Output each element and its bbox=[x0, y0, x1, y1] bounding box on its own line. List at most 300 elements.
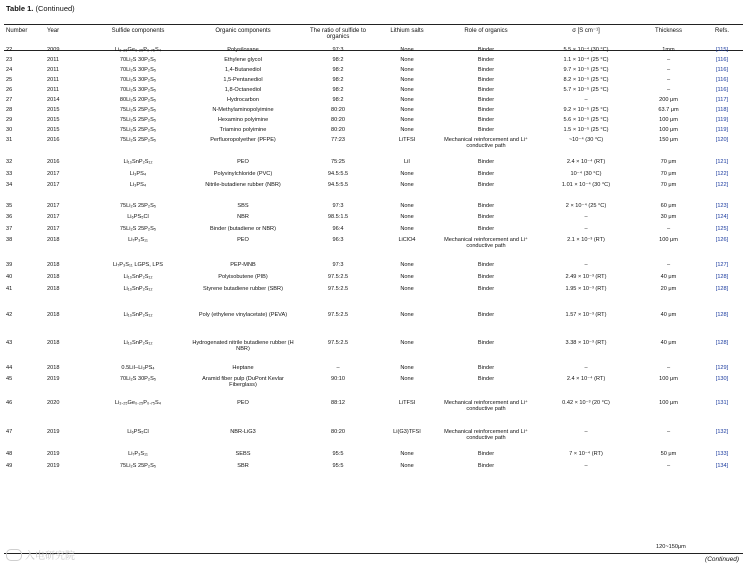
cell-sigma: – bbox=[584, 97, 588, 103]
cell-year: 2009 bbox=[47, 47, 60, 53]
cell-organic: Hydrogenated nitrile butadiene rubber (H NBR) bbox=[192, 340, 294, 353]
cell-salt: None bbox=[400, 463, 414, 469]
cell-thickness: 100 μm bbox=[659, 376, 678, 382]
cell-thickness: 70 μm bbox=[660, 159, 677, 165]
header-ratio: The ratio of sulfide to organics bbox=[309, 28, 367, 41]
cell-role: Binder bbox=[477, 97, 495, 103]
cell-ref: [119] bbox=[715, 117, 729, 123]
cell-number: 33 bbox=[6, 171, 13, 177]
cell-role: Binder bbox=[477, 107, 495, 113]
cell-number: 47 bbox=[6, 429, 13, 435]
cell-thickness: – bbox=[666, 365, 671, 371]
cell-thickness: 40 μm bbox=[660, 312, 677, 318]
cell-organic: SBR bbox=[237, 463, 249, 469]
cell-number: 32 bbox=[6, 159, 13, 165]
table-row bbox=[4, 226, 743, 237]
cell-number: 41 bbox=[6, 286, 13, 292]
cell-year: 2019 bbox=[47, 376, 60, 382]
cell-sigma: 1.57 × 10⁻³ (RT) bbox=[565, 312, 607, 318]
cell-salt: None bbox=[400, 274, 414, 280]
cell-ref: [124] bbox=[715, 214, 729, 220]
table-row bbox=[4, 97, 743, 107]
cell-role: Binder bbox=[477, 159, 495, 165]
cell-sigma: 1.01 × 10⁻⁴ (30 °C) bbox=[561, 182, 611, 188]
cell-number: 26 bbox=[6, 87, 13, 93]
cell-sulfide: Li₇P₃S₁₁ bbox=[128, 451, 148, 457]
cell-sigma: 2.49 × 10⁻³ (RT) bbox=[565, 274, 607, 280]
cell-thickness: 100 μm bbox=[659, 127, 678, 133]
cell-salt: LiTFSI bbox=[398, 400, 416, 406]
cell-organic: Binder (butadiene or NBR) bbox=[210, 226, 276, 232]
table-row bbox=[4, 182, 743, 203]
cell-salt: None bbox=[400, 67, 414, 73]
cell-organic: Poly (ethylene vinylacetate) (PEVA) bbox=[198, 312, 288, 318]
cell-ratio: 94.5:5.5 bbox=[327, 182, 349, 188]
cell-role: Binder bbox=[477, 171, 495, 177]
cell-number: 37 bbox=[6, 226, 13, 232]
cell-year: 2018 bbox=[47, 274, 60, 280]
cell-organic: Hydrocarbon bbox=[226, 97, 260, 103]
cell-sigma: 2.1 × 10⁻³ (RT) bbox=[567, 237, 605, 243]
cell-thickness: 70 μm bbox=[660, 171, 677, 177]
cell-sigma: – bbox=[584, 365, 588, 371]
cell-thickness: 150 μm bbox=[659, 137, 678, 143]
cell-sulfide: 75Li₂S 25P₂S₅ bbox=[119, 117, 157, 123]
cell-year: 2011 bbox=[47, 57, 60, 63]
cell-sulfide: 70Li₂S 30P₂S₅ bbox=[119, 57, 157, 63]
cell-ratio: – bbox=[336, 365, 340, 371]
cell-sulfide: Li₁₀SnP₂S₁₂ bbox=[123, 274, 153, 280]
cell-salt: None bbox=[400, 107, 414, 113]
cell-organic: SEBS bbox=[235, 451, 251, 457]
data-table bbox=[4, 25, 743, 473]
cell-organic: Polysiloxane bbox=[227, 47, 259, 53]
table-row bbox=[4, 137, 743, 159]
cell-salt: LiTFSI bbox=[398, 137, 416, 143]
table-row bbox=[4, 451, 743, 463]
cell-role: Mechanical reinforcement and Li⁺ conductive path bbox=[444, 429, 528, 442]
cell-ref: [128] bbox=[715, 340, 729, 346]
cell-ref: [129] bbox=[715, 365, 729, 371]
cell-ref: [128] bbox=[715, 312, 729, 318]
cell-role: Binder bbox=[477, 57, 495, 63]
cell-sigma: – bbox=[584, 463, 588, 469]
cell-thickness: 40 μm bbox=[660, 274, 677, 280]
cell-number: 40 bbox=[6, 274, 13, 280]
cell-role: Binder bbox=[477, 340, 495, 346]
cell-year: 2018 bbox=[47, 237, 60, 243]
cell-ref: [116] bbox=[715, 67, 729, 73]
table-row bbox=[4, 159, 743, 171]
cell-ratio: 95:5 bbox=[332, 463, 344, 469]
cell-salt: None bbox=[400, 117, 414, 123]
cell-salt: None bbox=[400, 97, 414, 103]
cell-ratio: 90:10 bbox=[331, 376, 345, 382]
cell-sulfide: Li₃.₂₅Ge₀.₂₅P₀.₇₅S₄ bbox=[114, 47, 162, 53]
cell-role: Binder bbox=[477, 286, 495, 292]
cell-salt: None bbox=[400, 226, 414, 232]
cell-organic: PEO bbox=[237, 159, 249, 165]
cell-ratio: 98:2 bbox=[332, 87, 344, 93]
cell-role: Binder bbox=[477, 117, 495, 123]
cell-year: 2017 bbox=[47, 171, 60, 177]
cell-thickness: – bbox=[666, 262, 671, 268]
cell-number: 27 bbox=[6, 97, 13, 103]
cell-organic: 1,5-Pentanediol bbox=[223, 77, 263, 83]
cell-organic: NBR-LiG3 bbox=[230, 429, 256, 435]
cell-salt: None bbox=[400, 262, 414, 268]
cell-sigma: – bbox=[584, 214, 588, 220]
cell-role: Mechanical reinforcement and Li⁺ conductive path bbox=[444, 237, 528, 250]
cell-sigma: – bbox=[584, 226, 588, 232]
cell-thickness: 60 μm bbox=[660, 203, 677, 209]
cell-number: 29 bbox=[6, 117, 13, 123]
cell-ref: [120] bbox=[715, 137, 729, 143]
cell-organic: Perfluoropolyether (PFPE) bbox=[210, 137, 276, 143]
cell-sulfide: 70Li₂S 30P₂S₅ bbox=[119, 77, 157, 83]
header-refs: Refs. bbox=[714, 28, 729, 34]
table-caption-suffix: (Continued) bbox=[35, 4, 75, 13]
cell-organic: N-Methylaminopolyimine bbox=[212, 107, 274, 113]
cell-ratio: 98:2 bbox=[332, 97, 344, 103]
cell-number: 30 bbox=[6, 127, 13, 133]
cell-ratio: 98:2 bbox=[332, 67, 344, 73]
cell-role: Binder bbox=[477, 365, 495, 371]
cell-role: Binder bbox=[477, 47, 495, 53]
header-sulfide: Sulfide components bbox=[111, 28, 165, 34]
cell-thickness: 40 μm bbox=[660, 340, 677, 346]
cell-sulfide: Li₃.₂₅Ge₀.₂₅P₀.₇₅S₄ bbox=[114, 400, 162, 406]
cell-salt: None bbox=[400, 312, 414, 318]
cell-year: 2016 bbox=[47, 159, 60, 165]
header-year: Year bbox=[47, 28, 60, 34]
header-role: Role of organics bbox=[464, 28, 508, 34]
cell-role: Binder bbox=[477, 67, 495, 73]
cell-sulfide: 70Li₂S 30P₂S₅ bbox=[119, 87, 157, 93]
cell-ref: [115] bbox=[715, 47, 729, 53]
table-row bbox=[4, 47, 743, 57]
cell-sigma: ~10⁻⁴ (30 °C) bbox=[568, 137, 604, 143]
header-organic: Organic components bbox=[215, 28, 271, 34]
cell-sulfide: Li₁₀SnP₂S₁₂ bbox=[123, 312, 153, 318]
watermark-text: 入电研究院 bbox=[25, 551, 75, 562]
cell-sulfide: 75Li₂S 25P₂S₅ bbox=[119, 203, 157, 209]
table-row bbox=[4, 77, 743, 87]
cell-year: 2018 bbox=[47, 262, 60, 268]
cell-year: 2018 bbox=[47, 312, 60, 318]
watermark bbox=[6, 547, 75, 562]
cell-ref: [118] bbox=[715, 107, 729, 113]
cell-number: 39 bbox=[6, 262, 13, 268]
cell-organic: Aramid fiber pulp (DuPont Kevlar Fiberglass) bbox=[202, 376, 284, 389]
cell-year: 2019 bbox=[47, 451, 60, 457]
cell-salt: None bbox=[400, 365, 414, 371]
cell-role: Binder bbox=[477, 182, 495, 188]
cell-organic: 1,8-Octanediol bbox=[224, 87, 262, 93]
cell-sulfide: Li₁₀SnP₂S₁₂ bbox=[123, 340, 153, 346]
cell-organic: SBS bbox=[237, 203, 249, 209]
cell-year: 2011 bbox=[47, 77, 60, 83]
cell-sigma: – bbox=[584, 262, 588, 268]
cell-year: 2019 bbox=[47, 429, 60, 435]
cell-ratio: 98.5:1.5 bbox=[327, 214, 349, 220]
cell-ratio: 97.5:2.5 bbox=[327, 286, 349, 292]
cell-ref: [117] bbox=[715, 97, 729, 103]
cell-sigma: 2 × 10⁻⁴ (25 °C) bbox=[565, 203, 607, 209]
cell-ratio: 97.5:2.5 bbox=[327, 340, 349, 346]
cell-organic: Hexamino polyimine bbox=[217, 117, 269, 123]
cell-salt: None bbox=[400, 214, 414, 220]
cell-ref: [127] bbox=[715, 262, 729, 268]
cell-organic: PEP-MNB bbox=[230, 262, 256, 268]
cell-organic: Heptane bbox=[232, 365, 254, 371]
cell-ref: [122] bbox=[715, 171, 729, 177]
cell-salt: None bbox=[400, 127, 414, 133]
cell-ref: [128] bbox=[715, 274, 729, 280]
cell-number: 43 bbox=[6, 340, 13, 346]
cell-thickness: 100 μm bbox=[659, 117, 678, 123]
cell-salt: LiI bbox=[404, 159, 410, 165]
cell-sigma: 9.2 × 10⁻⁵ (25 °C) bbox=[563, 107, 609, 113]
cell-thickness: 70 μm bbox=[660, 182, 677, 188]
cell-role: Mechanical reinforcement and Li⁺ conductive path bbox=[444, 400, 528, 413]
cell-role: Binder bbox=[477, 274, 495, 280]
cell-sulfide: Li₇P₃S₁₁ LGPS, LPS bbox=[113, 262, 163, 268]
cell-ratio: 98:2 bbox=[332, 77, 344, 83]
cell-ref: [128] bbox=[715, 286, 729, 292]
table-header-row bbox=[4, 25, 743, 47]
cell-number: 23 bbox=[6, 57, 13, 63]
cell-sigma: 1.95 × 10⁻³ (RT) bbox=[565, 286, 607, 292]
bottom-rule bbox=[4, 553, 743, 554]
cell-sulfide: 70Li₂S 30P₂S₅ bbox=[119, 376, 157, 382]
cell-ratio: 97.5:2.5 bbox=[327, 312, 349, 318]
cell-number: 22 bbox=[6, 47, 13, 53]
cell-role: Binder bbox=[477, 312, 495, 318]
cell-ref: [125] bbox=[715, 226, 729, 232]
cell-ratio: 80:20 bbox=[331, 117, 345, 123]
table-row bbox=[4, 365, 743, 376]
cell-year: 2018 bbox=[47, 286, 60, 292]
table-row bbox=[4, 274, 743, 286]
cell-year: 2017 bbox=[47, 182, 60, 188]
cell-ref: [133] bbox=[715, 451, 729, 457]
cell-number: 25 bbox=[6, 77, 13, 83]
cell-organic: Ethylene glycol bbox=[224, 57, 262, 63]
cell-sulfide: 75Li₂S 25P₂S₅ bbox=[119, 463, 157, 469]
cell-sulfide: Li₃PS₄ bbox=[129, 182, 147, 188]
table-row bbox=[4, 107, 743, 117]
cell-ref: [119] bbox=[715, 127, 729, 133]
cell-number: 24 bbox=[6, 67, 13, 73]
cell-sigma: 5.5 × 10⁻⁴ (30 °C) bbox=[563, 47, 609, 53]
cell-thickness: – bbox=[666, 67, 671, 73]
cell-ratio: 80:20 bbox=[331, 107, 345, 113]
cell-ref: [132] bbox=[715, 429, 729, 435]
cell-sulfide: 70Li₂S 30P₂S₅ bbox=[119, 67, 157, 73]
cell-year: 2014 bbox=[47, 97, 60, 103]
cell-ratio: 98:2 bbox=[332, 57, 344, 63]
cell-ratio: 80:20 bbox=[331, 429, 345, 435]
cell-role: Binder bbox=[477, 451, 495, 457]
cell-organic: Polyvinylchloride (PVC) bbox=[213, 171, 273, 177]
cell-salt: None bbox=[400, 47, 414, 53]
cell-ratio: 97:3 bbox=[332, 203, 344, 209]
cell-number: 45 bbox=[6, 376, 13, 382]
cell-ref: [116] bbox=[715, 77, 729, 83]
cell-thickness: 20 μm bbox=[660, 286, 677, 292]
cell-ratio: 77:23 bbox=[331, 137, 345, 143]
cell-sulfide: Li₆PS₅Cl bbox=[127, 429, 149, 435]
cell-ref: [121] bbox=[715, 159, 729, 165]
cell-number: 35 bbox=[6, 203, 13, 209]
cell-sulfide: 80Li₂S 20P₂S₅ bbox=[119, 97, 157, 103]
cell-thickness: 1mm bbox=[662, 47, 675, 53]
cell-salt: None bbox=[400, 182, 414, 188]
cell-sigma: 10⁻⁴ (30 °C) bbox=[570, 171, 602, 177]
cell-ratio: 80:20 bbox=[331, 127, 345, 133]
cell-role: Binder bbox=[477, 214, 495, 220]
cell-sulfide: Li₃PS₄ bbox=[129, 171, 147, 177]
cell-organic: Nitrile-butadiene rubber (NBR) bbox=[205, 182, 281, 188]
cell-organic: Triamino polyimine bbox=[219, 127, 267, 133]
cell-sulfide: Li₁₀SnP₂S₁₂ bbox=[123, 286, 153, 292]
cell-number: 31 bbox=[6, 137, 13, 143]
cell-sigma: 2.4 × 10⁻⁴ (RT) bbox=[566, 159, 606, 165]
cell-organic: Polyisobutene (PIB) bbox=[218, 274, 268, 280]
cell-sulfide: Li₇P₃S₁₁ bbox=[128, 237, 148, 243]
cell-salt: None bbox=[400, 171, 414, 177]
table-row bbox=[4, 87, 743, 97]
header-number: Number bbox=[6, 28, 28, 34]
cell-role: Binder bbox=[477, 262, 495, 268]
cell-sulfide: 0.5LiI–Li₃PS₄ bbox=[121, 365, 155, 371]
cell-thickness: 100 μm bbox=[659, 237, 678, 243]
cell-organic: PEO bbox=[237, 400, 249, 406]
cell-salt: None bbox=[400, 87, 414, 93]
cell-ratio: 96:3 bbox=[332, 237, 344, 243]
table-row bbox=[4, 262, 743, 274]
extra-thickness-note: 120~150μm bbox=[656, 544, 686, 550]
cell-year: 2011 bbox=[47, 67, 60, 73]
cell-ratio: 97:3 bbox=[332, 47, 344, 53]
cell-ref: [134] bbox=[715, 463, 729, 469]
table-row bbox=[4, 376, 743, 400]
cell-number: 42 bbox=[6, 312, 13, 318]
cell-salt: None bbox=[400, 340, 414, 346]
cell-number: 34 bbox=[6, 182, 13, 188]
header-thickness: Thickness bbox=[654, 28, 682, 34]
table-caption-label: Table 1. bbox=[6, 4, 34, 13]
cell-ratio: 75:25 bbox=[331, 159, 345, 165]
cell-role: Binder bbox=[477, 87, 495, 93]
cell-ref: [126] bbox=[715, 237, 729, 243]
cell-sigma: 1.1 × 10⁻⁴ (25 °C) bbox=[563, 57, 609, 63]
cell-ref: [131] bbox=[715, 400, 729, 406]
header-salt: Lithium salts bbox=[390, 28, 424, 34]
cell-year: 2017 bbox=[47, 226, 60, 232]
cell-ratio: 88:12 bbox=[331, 400, 345, 406]
cell-ref: [116] bbox=[715, 57, 729, 63]
cell-salt: None bbox=[400, 451, 414, 457]
cell-thickness: 63.7 μm bbox=[658, 107, 679, 113]
header-sigma: σ [S cm⁻¹] bbox=[572, 28, 600, 34]
cell-thickness: 30 μm bbox=[660, 214, 677, 220]
cell-sulfide: 75Li₂S 25P₂S₅ bbox=[119, 127, 157, 133]
cell-year: 2011 bbox=[47, 87, 60, 93]
cell-sigma: 2.4 × 10⁻⁴ (RT) bbox=[566, 376, 606, 382]
cell-thickness: – bbox=[666, 77, 671, 83]
cell-number: 49 bbox=[6, 463, 13, 469]
cell-sulfide: 75Li₂S 25P₂S₅ bbox=[119, 137, 157, 143]
cell-number: 46 bbox=[6, 400, 13, 406]
cell-salt: None bbox=[400, 77, 414, 83]
cell-ratio: 97:3 bbox=[332, 262, 344, 268]
cell-sigma: 7 × 10⁻⁴ (RT) bbox=[569, 451, 603, 457]
cell-year: 2017 bbox=[47, 203, 60, 209]
cell-role: Binder bbox=[477, 77, 495, 83]
cell-role: Mechanical reinforcement and Li⁺ conductive path bbox=[444, 137, 528, 150]
cell-number: 48 bbox=[6, 451, 13, 457]
table-row bbox=[4, 127, 743, 137]
cell-sigma: 0.42 × 10⁻³ (20 °C) bbox=[562, 400, 610, 406]
cell-ratio: 94.5:5.5 bbox=[327, 171, 349, 177]
table-row bbox=[4, 57, 743, 67]
cell-role: Binder bbox=[477, 203, 495, 209]
cell-number: 44 bbox=[6, 365, 13, 371]
cell-year: 2019 bbox=[47, 463, 60, 469]
table-row bbox=[4, 286, 743, 312]
cell-year: 2018 bbox=[47, 340, 60, 346]
cell-sigma: – bbox=[584, 429, 588, 435]
cell-thickness: – bbox=[666, 226, 671, 232]
cell-year: 2017 bbox=[47, 214, 60, 220]
cell-year: 2018 bbox=[47, 365, 60, 371]
cell-ratio: 95:5 bbox=[332, 451, 344, 457]
cell-sulfide: Li₁₀SnP₂S₁₂ bbox=[123, 159, 153, 165]
cell-role: Binder bbox=[477, 226, 495, 232]
table-row bbox=[4, 67, 743, 77]
cell-sulfide: 75Li₂S 25P₂S₅ bbox=[119, 107, 157, 113]
cell-year: 2016 bbox=[47, 137, 60, 143]
cell-ref: [116] bbox=[715, 87, 729, 93]
cell-salt: Li(G3)TFSI bbox=[393, 429, 421, 435]
cell-role: Binder bbox=[477, 376, 495, 382]
cell-sigma: 1.5 × 10⁻⁵ (25 °C) bbox=[563, 127, 609, 133]
cell-salt: None bbox=[400, 203, 414, 209]
table-row bbox=[4, 171, 743, 182]
cell-thickness: – bbox=[666, 463, 671, 469]
cell-ref: [122] bbox=[715, 182, 729, 188]
table-row bbox=[4, 340, 743, 365]
cell-salt: None bbox=[400, 286, 414, 292]
cell-number: 38 bbox=[6, 237, 13, 243]
cell-ratio: 96:4 bbox=[332, 226, 344, 232]
cell-sigma: 5.7 × 10⁻⁵ (25 °C) bbox=[563, 87, 609, 93]
table-row bbox=[4, 400, 743, 429]
table-row bbox=[4, 429, 743, 451]
cell-sigma: 3.38 × 10⁻³ (RT) bbox=[565, 340, 607, 346]
cell-number: 36 bbox=[6, 214, 13, 220]
cell-ratio: 97.5:2.5 bbox=[327, 274, 349, 280]
cell-organic: NBR bbox=[237, 214, 249, 220]
cell-thickness: 50 μm bbox=[660, 451, 677, 457]
cell-sigma: 8.2 × 10⁻⁵ (25 °C) bbox=[563, 77, 609, 83]
cell-sigma: 9.7 × 10⁻⁵ (25 °C) bbox=[563, 67, 609, 73]
cell-salt: None bbox=[400, 57, 414, 63]
table-body bbox=[4, 47, 743, 473]
cell-salt: LiClO4 bbox=[398, 237, 416, 243]
